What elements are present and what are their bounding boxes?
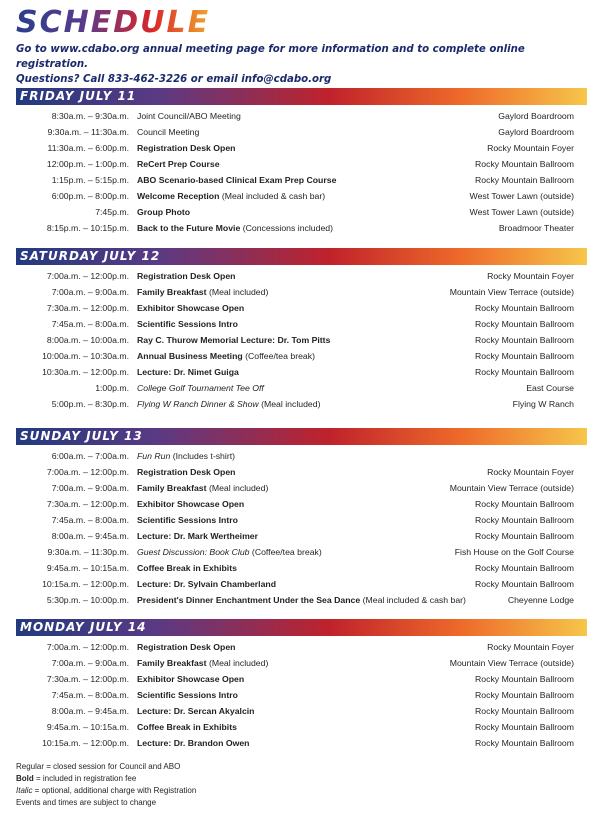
- event-time: 7:45p.m.: [95, 207, 129, 217]
- event-description: [137, 655, 268, 671]
- event-location: Rocky Mountain Ballroom: [475, 499, 574, 509]
- event-location: Rocky Mountain Ballroom: [475, 515, 574, 525]
- event-description: [137, 284, 268, 300]
- event-location: Rocky Mountain Ballroom: [475, 531, 574, 541]
- event-time: 7:30a.m. – 12:00p.m.: [46, 499, 129, 509]
- event-location: Broadmoor Theater: [498, 223, 574, 233]
- event-name: Lecture: Dr. Sercan Akyalcin: [137, 706, 255, 716]
- legend-disclaimer: Events and times are subject to change: [16, 798, 157, 807]
- event-time: 7:00a.m. – 12:00p.m.: [46, 271, 129, 281]
- event-note: (Coffee/tea break): [242, 351, 315, 361]
- schedule-row: [16, 140, 587, 156]
- event-location: Mountain View Terrace (outside): [449, 658, 574, 668]
- schedule-rows: [16, 268, 587, 412]
- event-name: Registration Desk Open: [137, 143, 236, 153]
- schedule-row: [16, 172, 587, 188]
- schedule-row: [16, 576, 587, 592]
- event-description: [137, 480, 268, 496]
- schedule-row: [16, 560, 587, 576]
- schedule-row: [16, 735, 587, 751]
- event-description: [137, 300, 244, 316]
- event-description: [137, 268, 235, 284]
- event-time: 8:00a.m. – 9:45a.m.: [51, 706, 129, 716]
- event-location: Mountain View Terrace (outside): [449, 287, 574, 297]
- event-description: [137, 348, 315, 364]
- event-location: Rocky Mountain Ballroom: [475, 367, 574, 377]
- event-name: Family Breakfast: [137, 658, 207, 668]
- event-name: Exhibitor Showcase Open: [137, 499, 245, 509]
- event-location: Mountain View Terrace (outside): [449, 483, 574, 493]
- event-description: [137, 332, 330, 348]
- schedule-row: [16, 364, 587, 380]
- event-time: 5:00p.m. – 8:30p.m.: [51, 399, 129, 409]
- event-description: [137, 639, 235, 655]
- event-time: 7:30a.m. – 12:00p.m.: [46, 303, 129, 313]
- event-location: Rocky Mountain Foyer: [487, 642, 574, 652]
- event-time: 10:00a.m. – 10:30a.m.: [42, 351, 129, 361]
- event-description: [137, 576, 276, 592]
- event-time: 5:30p.m. – 10:00p.m.: [46, 595, 129, 605]
- event-location: Rocky Mountain Ballroom: [475, 706, 574, 716]
- event-name: Fun Run: [137, 451, 171, 461]
- event-location: Rocky Mountain Ballroom: [475, 159, 574, 169]
- event-location: Rocky Mountain Ballroom: [475, 351, 574, 361]
- event-name: Lecture: Dr. Nimet Guiga: [137, 367, 239, 377]
- intro-text: [16, 42, 586, 87]
- event-name: Lecture: Dr. Sylvain Chamberland: [137, 579, 277, 589]
- schedule-row: [16, 655, 587, 671]
- event-description: [137, 671, 244, 687]
- event-name: Scientific Sessions Intro: [137, 515, 238, 525]
- event-location: Fish House on the Golf Course: [454, 547, 574, 557]
- day-header: MONDAY JULY 14: [16, 619, 587, 636]
- event-location: Rocky Mountain Ballroom: [475, 303, 574, 313]
- event-location: Rocky Mountain Ballroom: [475, 579, 574, 589]
- legend-bold-text: = included in registration fee: [33, 774, 137, 783]
- event-description: [137, 220, 333, 236]
- schedule-row: [16, 687, 587, 703]
- event-time: 1:15p.m. – 5:15p.m.: [51, 175, 129, 185]
- event-name: Welcome Reception: [137, 191, 220, 201]
- event-time: 10:15a.m. – 12:00p.m.: [42, 738, 129, 748]
- event-time: 10:30a.m. – 12:00p.m.: [42, 367, 129, 377]
- legend-italic-word: Italic: [16, 786, 33, 795]
- legend-bold-word: Bold: [16, 774, 34, 783]
- day-section-sunday: [16, 428, 587, 608]
- event-note: (Meal included & cash bar): [360, 595, 466, 605]
- event-note: (Includes t-shirt): [170, 451, 236, 461]
- event-name: Council Meeting: [137, 127, 200, 137]
- day-section-saturday: [16, 248, 587, 412]
- event-name: Coffee Break in Exhibits: [137, 563, 237, 573]
- event-description: [137, 316, 238, 332]
- event-location: Rocky Mountain Ballroom: [475, 319, 574, 329]
- event-name: Flying W Ranch Dinner & Show: [137, 399, 259, 409]
- event-name: Annual Business Meeting: [137, 351, 243, 361]
- schedule-row: [16, 396, 587, 412]
- schedule-row: [16, 719, 587, 735]
- event-time: 8:00a.m. – 9:45a.m.: [51, 531, 129, 541]
- schedule-row: [16, 528, 587, 544]
- schedule-row: [16, 284, 587, 300]
- event-description: [137, 687, 238, 703]
- schedule-row: [16, 188, 587, 204]
- event-location: Rocky Mountain Ballroom: [475, 738, 574, 748]
- event-description: [137, 512, 238, 528]
- event-location: Rocky Mountain Ballroom: [475, 674, 574, 684]
- event-name: Scientific Sessions Intro: [137, 319, 238, 329]
- event-note: (Concessions included): [240, 223, 334, 233]
- legend-italic: [16, 785, 196, 797]
- intro-line-website: Go to www.cdabo.org annual meeting page for more information and to complete online registration.: [16, 44, 525, 70]
- schedule-row: [16, 348, 587, 364]
- event-description: [137, 172, 336, 188]
- event-description: [137, 108, 241, 124]
- event-name: Exhibitor Showcase Open: [137, 674, 245, 684]
- schedule-row: [16, 220, 587, 236]
- event-time: 7:00a.m. – 9:00a.m.: [51, 287, 129, 297]
- schedule-row: [16, 204, 587, 220]
- event-description: [137, 464, 235, 480]
- event-location: East Course: [526, 383, 574, 393]
- day-section-monday: [16, 619, 587, 751]
- schedule-rows: [16, 448, 587, 608]
- event-location: Gaylord Boardroom: [498, 127, 574, 137]
- event-location: West Tower Lawn (outside): [469, 207, 574, 217]
- schedule-row: [16, 671, 587, 687]
- event-location: Flying W Ranch: [512, 399, 574, 409]
- day-header: SATURDAY JULY 12: [16, 248, 587, 265]
- schedule-row: [16, 156, 587, 172]
- event-time: 7:00a.m. – 9:00a.m.: [51, 658, 129, 668]
- event-name: ReCert Prep Course: [137, 159, 220, 169]
- event-time: 9:45a.m. – 10:15a.m.: [46, 722, 129, 732]
- event-note: (Meal included): [206, 658, 269, 668]
- schedule-row: [16, 592, 587, 608]
- event-name: Joint Council/ABO Meeting: [137, 111, 241, 121]
- legend-italic-text: = optional, additional charge with Registration: [32, 786, 197, 795]
- event-name: Registration Desk Open: [137, 271, 236, 281]
- event-time: 8:15p.m. – 10:15p.m.: [46, 223, 129, 233]
- event-name: College Golf Tournament Tee Off: [137, 383, 264, 393]
- schedule-row: [16, 639, 587, 655]
- event-description: [137, 140, 235, 156]
- event-name: Lecture: Dr. Brandon Owen: [137, 738, 250, 748]
- event-name: Family Breakfast: [137, 287, 207, 297]
- event-location: Rocky Mountain Ballroom: [475, 722, 574, 732]
- event-location: Rocky Mountain Ballroom: [475, 690, 574, 700]
- event-time: 1:00p.m.: [95, 383, 129, 393]
- event-description: [137, 364, 239, 380]
- event-time: 6:00a.m. – 7:00a.m.: [51, 451, 129, 461]
- event-description: [137, 703, 255, 719]
- event-description: [137, 448, 235, 464]
- event-time: 6:00p.m. – 8:00p.m.: [51, 191, 129, 201]
- event-name: Scientific Sessions Intro: [137, 690, 238, 700]
- event-time: 7:45a.m. – 8:00a.m.: [51, 319, 129, 329]
- event-note: (Meal included): [206, 483, 269, 493]
- event-note: (Meal included): [206, 287, 269, 297]
- event-description: [137, 396, 320, 412]
- event-time: 7:00a.m. – 12:00p.m.: [46, 467, 129, 477]
- event-time: 10:15a.m. – 12:00p.m.: [42, 579, 129, 589]
- event-time: 7:30a.m. – 12:00p.m.: [46, 674, 129, 684]
- day-header: SUNDAY JULY 13: [16, 428, 587, 445]
- event-name: Lecture: Dr. Mark Wertheimer: [137, 531, 259, 541]
- schedule-row: [16, 512, 587, 528]
- event-name: Back to the Future Movie: [137, 223, 241, 233]
- schedule-rows: [16, 108, 587, 236]
- event-description: [137, 188, 325, 204]
- schedule-row: [16, 316, 587, 332]
- event-time: 9:30a.m. – 11:30a.m.: [47, 127, 129, 137]
- event-location: Rocky Mountain Foyer: [487, 143, 574, 153]
- event-name: Registration Desk Open: [137, 642, 236, 652]
- schedule-row: [16, 496, 587, 512]
- event-name: Guest Discussion: Book Club: [137, 547, 250, 557]
- event-note: (Meal included & cash bar): [219, 191, 326, 201]
- schedule-row: [16, 108, 587, 124]
- event-description: [137, 496, 244, 512]
- event-name: Group Photo: [137, 207, 191, 217]
- schedule-row: [16, 380, 587, 396]
- schedule-row: [16, 300, 587, 316]
- schedule-row: [16, 480, 587, 496]
- event-location: Gaylord Boardroom: [498, 111, 574, 121]
- event-location: Rocky Mountain Ballroom: [475, 335, 574, 345]
- schedule-row: [16, 703, 587, 719]
- event-name: Family Breakfast: [137, 483, 207, 493]
- event-location: West Tower Lawn (outside): [469, 191, 574, 201]
- event-description: [137, 560, 237, 576]
- schedule-row: [16, 124, 587, 140]
- event-description: [137, 735, 249, 751]
- event-location: Rocky Mountain Ballroom: [475, 175, 574, 185]
- schedule-row: [16, 268, 587, 284]
- schedule-row: [16, 464, 587, 480]
- event-description: [137, 719, 237, 735]
- event-name: ABO Scenario-based Clinical Exam Prep Course: [137, 175, 337, 185]
- event-name: Exhibitor Showcase Open: [137, 303, 245, 313]
- event-time: 7:45a.m. – 8:00a.m.: [51, 515, 129, 525]
- event-name: Registration Desk Open: [137, 467, 236, 477]
- event-time: 11:30a.m. – 6:00p.m.: [47, 143, 129, 153]
- event-name: Ray C. Thurow Memorial Lecture: Dr. Tom Pitts: [137, 335, 331, 345]
- event-time: 7:00a.m. – 12:00p.m.: [46, 642, 129, 652]
- day-header: FRIDAY JULY 11: [16, 88, 587, 105]
- event-time: 9:45a.m. – 10:15a.m.: [46, 563, 129, 573]
- event-time: 9:30a.m. – 11:30p.m.: [47, 547, 129, 557]
- schedule-row: [16, 544, 587, 560]
- event-note: (Coffee/tea break): [249, 547, 322, 557]
- page-title: SCHEDULE: [16, 5, 211, 40]
- event-time: 8:00a.m. – 10:00a.m.: [46, 335, 129, 345]
- schedule-row: [16, 448, 587, 464]
- event-note: (Meal included): [258, 399, 321, 409]
- legend: [16, 761, 196, 809]
- event-description: [137, 156, 220, 172]
- day-section-friday: [16, 88, 587, 236]
- event-time: 7:00a.m. – 9:00a.m.: [51, 483, 129, 493]
- event-description: [137, 124, 199, 140]
- event-location: Rocky Mountain Foyer: [487, 271, 574, 281]
- event-description: [137, 380, 264, 396]
- schedule-row: [16, 332, 587, 348]
- event-description: [137, 544, 322, 560]
- event-location: Rocky Mountain Ballroom: [475, 563, 574, 573]
- schedule-rows: [16, 639, 587, 751]
- legend-bold: [16, 773, 196, 785]
- event-description: [137, 528, 258, 544]
- event-time: 7:45a.m. – 8:00a.m.: [51, 690, 129, 700]
- event-description: [137, 592, 466, 608]
- event-time: 8:30a.m. – 9:30a.m.: [51, 111, 129, 121]
- event-name: Coffee Break in Exhibits: [137, 722, 237, 732]
- intro-line-contact: Questions? Call 833-462-3226 or email info@cdabo.org: [16, 74, 332, 85]
- event-location: Rocky Mountain Foyer: [487, 467, 574, 477]
- legend-regular: Regular = closed session for Council and ABO: [16, 762, 181, 771]
- event-name: President's Dinner Enchantment Under the Sea Dance: [137, 595, 361, 605]
- event-description: [137, 204, 190, 220]
- event-location: Cheyenne Lodge: [507, 595, 574, 605]
- event-time: 12:00p.m. – 1:00p.m.: [46, 159, 129, 169]
